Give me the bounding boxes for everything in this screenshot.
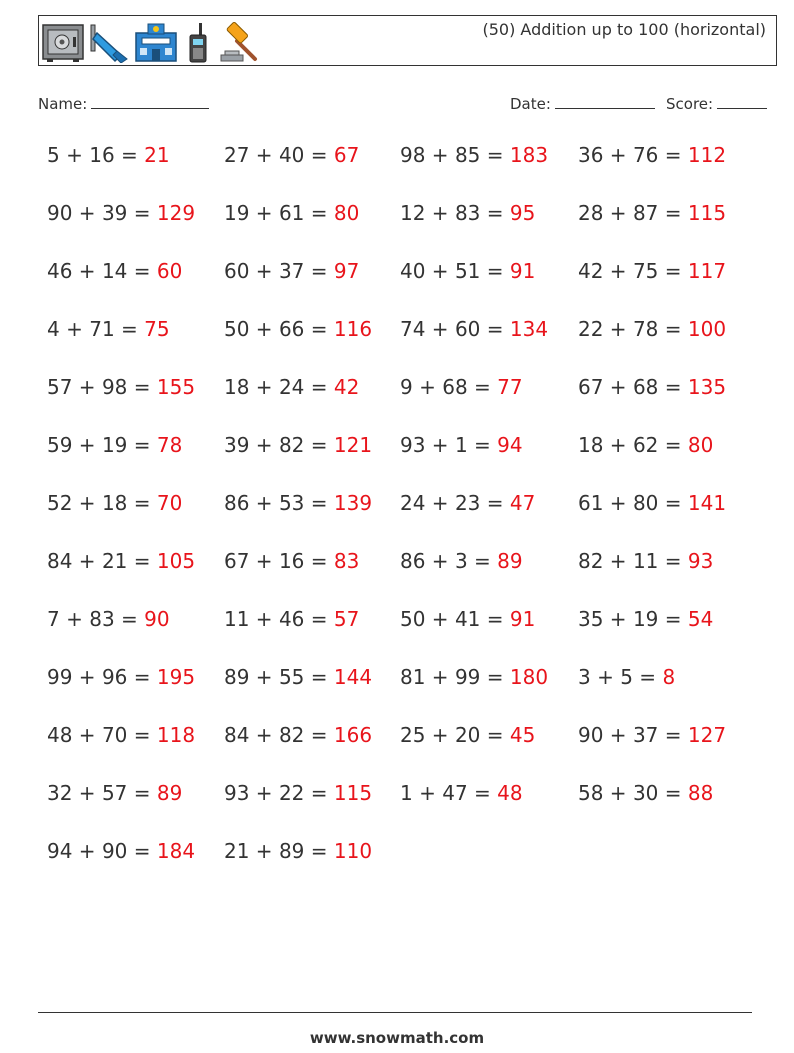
addend-a: 61: [578, 491, 604, 515]
addend-a: 90: [47, 201, 73, 225]
answer: 70: [156, 491, 183, 515]
addend-b: 60: [454, 317, 481, 341]
answer: 129: [156, 201, 196, 225]
addend-b: 80: [632, 491, 659, 515]
answer: 97: [333, 259, 360, 283]
problem-item: 48 + 70 = 118: [47, 723, 196, 747]
addend-b: 21: [101, 549, 128, 573]
problem-item: 61 + 80 = 141: [578, 491, 727, 515]
walkie-talkie-icon: [181, 21, 215, 63]
problem-item: 19 + 61 = 80: [224, 201, 360, 225]
addend-b: 16: [278, 549, 305, 573]
problem-item: 90 + 37 = 127: [578, 723, 727, 747]
problem-item: 18 + 24 = 42: [224, 375, 360, 399]
addend-a: 1: [400, 781, 413, 805]
addend-b: 14: [101, 259, 128, 283]
addend-a: 50: [224, 317, 250, 341]
addend-a: 58: [578, 781, 604, 805]
answer: 127: [687, 723, 727, 747]
problem-item: 25 + 20 = 45: [400, 723, 536, 747]
addend-a: 19: [224, 201, 250, 225]
addend-b: 90: [101, 839, 128, 863]
footer-divider: [38, 1012, 752, 1013]
answer: 184: [156, 839, 196, 863]
problem-item: 58 + 30 = 88: [578, 781, 714, 805]
addend-b: 78: [632, 317, 659, 341]
answer: 90: [144, 607, 170, 631]
answer: 155: [156, 375, 196, 399]
problem-item: 40 + 51 = 91: [400, 259, 536, 283]
answer: 118: [156, 723, 196, 747]
problem-item: 1 + 47 = 48: [400, 781, 523, 805]
addend-b: 83: [89, 607, 115, 631]
problem-item: 93 + 22 = 115: [224, 781, 373, 805]
name-label: Name:: [38, 95, 88, 113]
worksheet-title: (50) Addition up to 100 (horizontal): [482, 20, 766, 39]
answer: 89: [156, 781, 183, 805]
answer: 78: [156, 433, 183, 457]
addend-a: 86: [224, 491, 250, 515]
problem-item: 84 + 21 = 105: [47, 549, 196, 573]
addend-a: 99: [47, 665, 73, 689]
answer: 8: [662, 665, 676, 689]
problem-item: 59 + 19 = 78: [47, 433, 183, 457]
answer: 94: [497, 433, 523, 457]
problem-item: 50 + 41 = 91: [400, 607, 536, 631]
addend-b: 53: [278, 491, 305, 515]
answer: 117: [687, 259, 727, 283]
answer: 100: [687, 317, 727, 341]
name-line: [91, 94, 209, 109]
problem-item: 60 + 37 = 97: [224, 259, 360, 283]
addend-b: 85: [454, 143, 481, 167]
answer: 91: [509, 607, 536, 631]
addend-a: 74: [400, 317, 426, 341]
addend-a: 21: [224, 839, 250, 863]
answer: 89: [497, 549, 523, 573]
addend-b: 76: [632, 143, 659, 167]
safe-icon: [41, 21, 85, 63]
problem-item: 18 + 62 = 80: [578, 433, 714, 457]
answer: 144: [333, 665, 373, 689]
addend-a: 89: [224, 665, 250, 689]
addend-b: 19: [632, 607, 659, 631]
answer: 48: [497, 781, 523, 805]
gavel-icon: [217, 21, 263, 63]
addend-a: 22: [578, 317, 604, 341]
problem-item: 52 + 18 = 70: [47, 491, 183, 515]
addend-b: 1: [454, 433, 468, 457]
addend-b: 83: [454, 201, 481, 225]
answer: 77: [497, 375, 523, 399]
addend-a: 84: [47, 549, 73, 573]
answer: 112: [687, 143, 727, 167]
addend-a: 93: [224, 781, 250, 805]
addend-b: 20: [454, 723, 481, 747]
problem-item: 7 + 83 = 90: [47, 607, 170, 631]
addend-a: 48: [47, 723, 73, 747]
addend-a: 35: [578, 607, 604, 631]
header-icons: [41, 19, 263, 65]
addend-b: 47: [442, 781, 468, 805]
addend-b: 37: [278, 259, 305, 283]
problem-item: 81 + 99 = 180: [400, 665, 549, 689]
answer: 166: [333, 723, 373, 747]
problem-item: 67 + 16 = 83: [224, 549, 360, 573]
answer: 195: [156, 665, 196, 689]
problem-item: 57 + 98 = 155: [47, 375, 196, 399]
score-field: [666, 94, 767, 113]
addend-a: 9: [400, 375, 413, 399]
police-station-icon: [133, 21, 179, 63]
problem-item: 9 + 68 = 77: [400, 375, 523, 399]
problem-item: 67 + 68 = 135: [578, 375, 727, 399]
problem-item: 86 + 53 = 139: [224, 491, 373, 515]
addend-b: 68: [442, 375, 468, 399]
addend-b: 98: [101, 375, 128, 399]
addend-b: 46: [278, 607, 305, 631]
addend-b: 71: [89, 317, 115, 341]
addend-a: 90: [578, 723, 604, 747]
addend-b: 75: [632, 259, 659, 283]
addend-a: 24: [400, 491, 426, 515]
score-label: Score:: [666, 95, 714, 113]
addend-a: 52: [47, 491, 73, 515]
addend-b: 18: [101, 491, 128, 515]
addend-a: 3: [578, 665, 591, 689]
addend-a: 28: [578, 201, 604, 225]
addend-a: 42: [578, 259, 604, 283]
addend-b: 89: [278, 839, 305, 863]
answer: 116: [333, 317, 373, 341]
answer: 95: [509, 201, 536, 225]
addend-b: 57: [101, 781, 128, 805]
problem-item: 3 + 5 = 8: [578, 665, 676, 689]
answer: 121: [333, 433, 373, 457]
addend-b: 99: [454, 665, 481, 689]
addend-a: 5: [47, 143, 60, 167]
addend-b: 30: [632, 781, 659, 805]
answer: 91: [509, 259, 536, 283]
problem-item: 42 + 75 = 117: [578, 259, 727, 283]
addend-b: 16: [89, 143, 115, 167]
answer: 180: [509, 665, 549, 689]
addend-a: 81: [400, 665, 426, 689]
addend-a: 18: [578, 433, 604, 457]
addend-a: 7: [47, 607, 60, 631]
worksheet-header: [38, 15, 777, 66]
problem-item: 84 + 82 = 166: [224, 723, 373, 747]
addend-b: 51: [454, 259, 481, 283]
addend-b: 87: [632, 201, 659, 225]
answer: 47: [509, 491, 536, 515]
date-field: [510, 94, 655, 113]
addend-b: 24: [278, 375, 305, 399]
addend-b: 5: [620, 665, 633, 689]
addend-a: 18: [224, 375, 250, 399]
addend-a: 32: [47, 781, 73, 805]
addend-b: 66: [278, 317, 305, 341]
answer: 57: [333, 607, 360, 631]
name-field: [38, 94, 209, 113]
problem-item: 98 + 85 = 183: [400, 143, 549, 167]
problem-item: 27 + 40 = 67: [224, 143, 360, 167]
addend-a: 27: [224, 143, 250, 167]
addend-a: 50: [400, 607, 426, 631]
addend-a: 12: [400, 201, 426, 225]
answer: 60: [156, 259, 183, 283]
problem-item: 32 + 57 = 89: [47, 781, 183, 805]
addend-b: 41: [454, 607, 481, 631]
addend-a: 84: [224, 723, 250, 747]
addend-a: 98: [400, 143, 426, 167]
answer: 83: [333, 549, 360, 573]
problem-item: 46 + 14 = 60: [47, 259, 183, 283]
addend-b: 55: [278, 665, 305, 689]
problem-item: 4 + 71 = 75: [47, 317, 170, 341]
problem-item: 90 + 39 = 129: [47, 201, 196, 225]
answer: 115: [333, 781, 373, 805]
addend-b: 96: [101, 665, 128, 689]
addend-a: 4: [47, 317, 60, 341]
addend-b: 70: [101, 723, 128, 747]
answer: 75: [144, 317, 170, 341]
addend-b: 82: [278, 723, 305, 747]
answer: 110: [333, 839, 373, 863]
problem-item: 21 + 89 = 110: [224, 839, 373, 863]
answer: 93: [687, 549, 714, 573]
problem-item: 5 + 16 = 21: [47, 143, 170, 167]
answer: 54: [687, 607, 714, 631]
problem-item: 11 + 46 = 57: [224, 607, 360, 631]
addend-b: 23: [454, 491, 481, 515]
addend-a: 25: [400, 723, 426, 747]
problem-item: 93 + 1 = 94: [400, 433, 523, 457]
problem-item: 50 + 66 = 116: [224, 317, 373, 341]
answer: 45: [509, 723, 536, 747]
answer: 105: [156, 549, 196, 573]
addend-b: 68: [632, 375, 659, 399]
problem-item: 22 + 78 = 100: [578, 317, 727, 341]
date-line: [555, 94, 655, 109]
addend-a: 82: [578, 549, 604, 573]
problem-item: 94 + 90 = 184: [47, 839, 196, 863]
problem-item: 35 + 19 = 54: [578, 607, 714, 631]
addend-a: 67: [578, 375, 604, 399]
addend-a: 67: [224, 549, 250, 573]
answer: 88: [687, 781, 714, 805]
problem-item: 86 + 3 = 89: [400, 549, 523, 573]
addend-b: 37: [632, 723, 659, 747]
addend-a: 57: [47, 375, 73, 399]
addend-b: 11: [632, 549, 659, 573]
answer: 135: [687, 375, 727, 399]
problem-item: 39 + 82 = 121: [224, 433, 373, 457]
addend-b: 39: [101, 201, 128, 225]
footer-url: www.snowmath.com: [309, 1029, 485, 1047]
problem-item: 12 + 83 = 95: [400, 201, 536, 225]
addend-b: 62: [632, 433, 659, 457]
problem-item: 99 + 96 = 195: [47, 665, 196, 689]
answer: 115: [687, 201, 727, 225]
answer: 80: [333, 201, 360, 225]
answer: 141: [687, 491, 727, 515]
addend-b: 61: [278, 201, 305, 225]
addend-a: 46: [47, 259, 73, 283]
addend-a: 40: [400, 259, 426, 283]
problem-item: 28 + 87 = 115: [578, 201, 727, 225]
addend-a: 86: [400, 549, 426, 573]
answer: 134: [509, 317, 549, 341]
answer: 139: [333, 491, 373, 515]
answer: 183: [509, 143, 549, 167]
problem-item: 24 + 23 = 47: [400, 491, 536, 515]
addend-a: 93: [400, 433, 426, 457]
addend-b: 3: [454, 549, 468, 573]
answer: 21: [144, 143, 170, 167]
addend-a: 94: [47, 839, 73, 863]
score-line: [717, 94, 767, 109]
addend-a: 36: [578, 143, 604, 167]
problem-item: 74 + 60 = 134: [400, 317, 549, 341]
flashlight-icon: [87, 21, 131, 63]
addend-b: 22: [278, 781, 305, 805]
answer: 67: [333, 143, 360, 167]
addend-a: 59: [47, 433, 73, 457]
addend-b: 82: [278, 433, 305, 457]
addend-b: 19: [101, 433, 128, 457]
date-label: Date:: [510, 95, 551, 113]
addend-b: 40: [278, 143, 305, 167]
answer: 80: [687, 433, 714, 457]
problem-item: 36 + 76 = 112: [578, 143, 727, 167]
addend-a: 39: [224, 433, 250, 457]
answer: 42: [333, 375, 360, 399]
problem-item: 89 + 55 = 144: [224, 665, 373, 689]
problem-item: 82 + 11 = 93: [578, 549, 714, 573]
addend-a: 11: [224, 607, 250, 631]
addend-a: 60: [224, 259, 250, 283]
